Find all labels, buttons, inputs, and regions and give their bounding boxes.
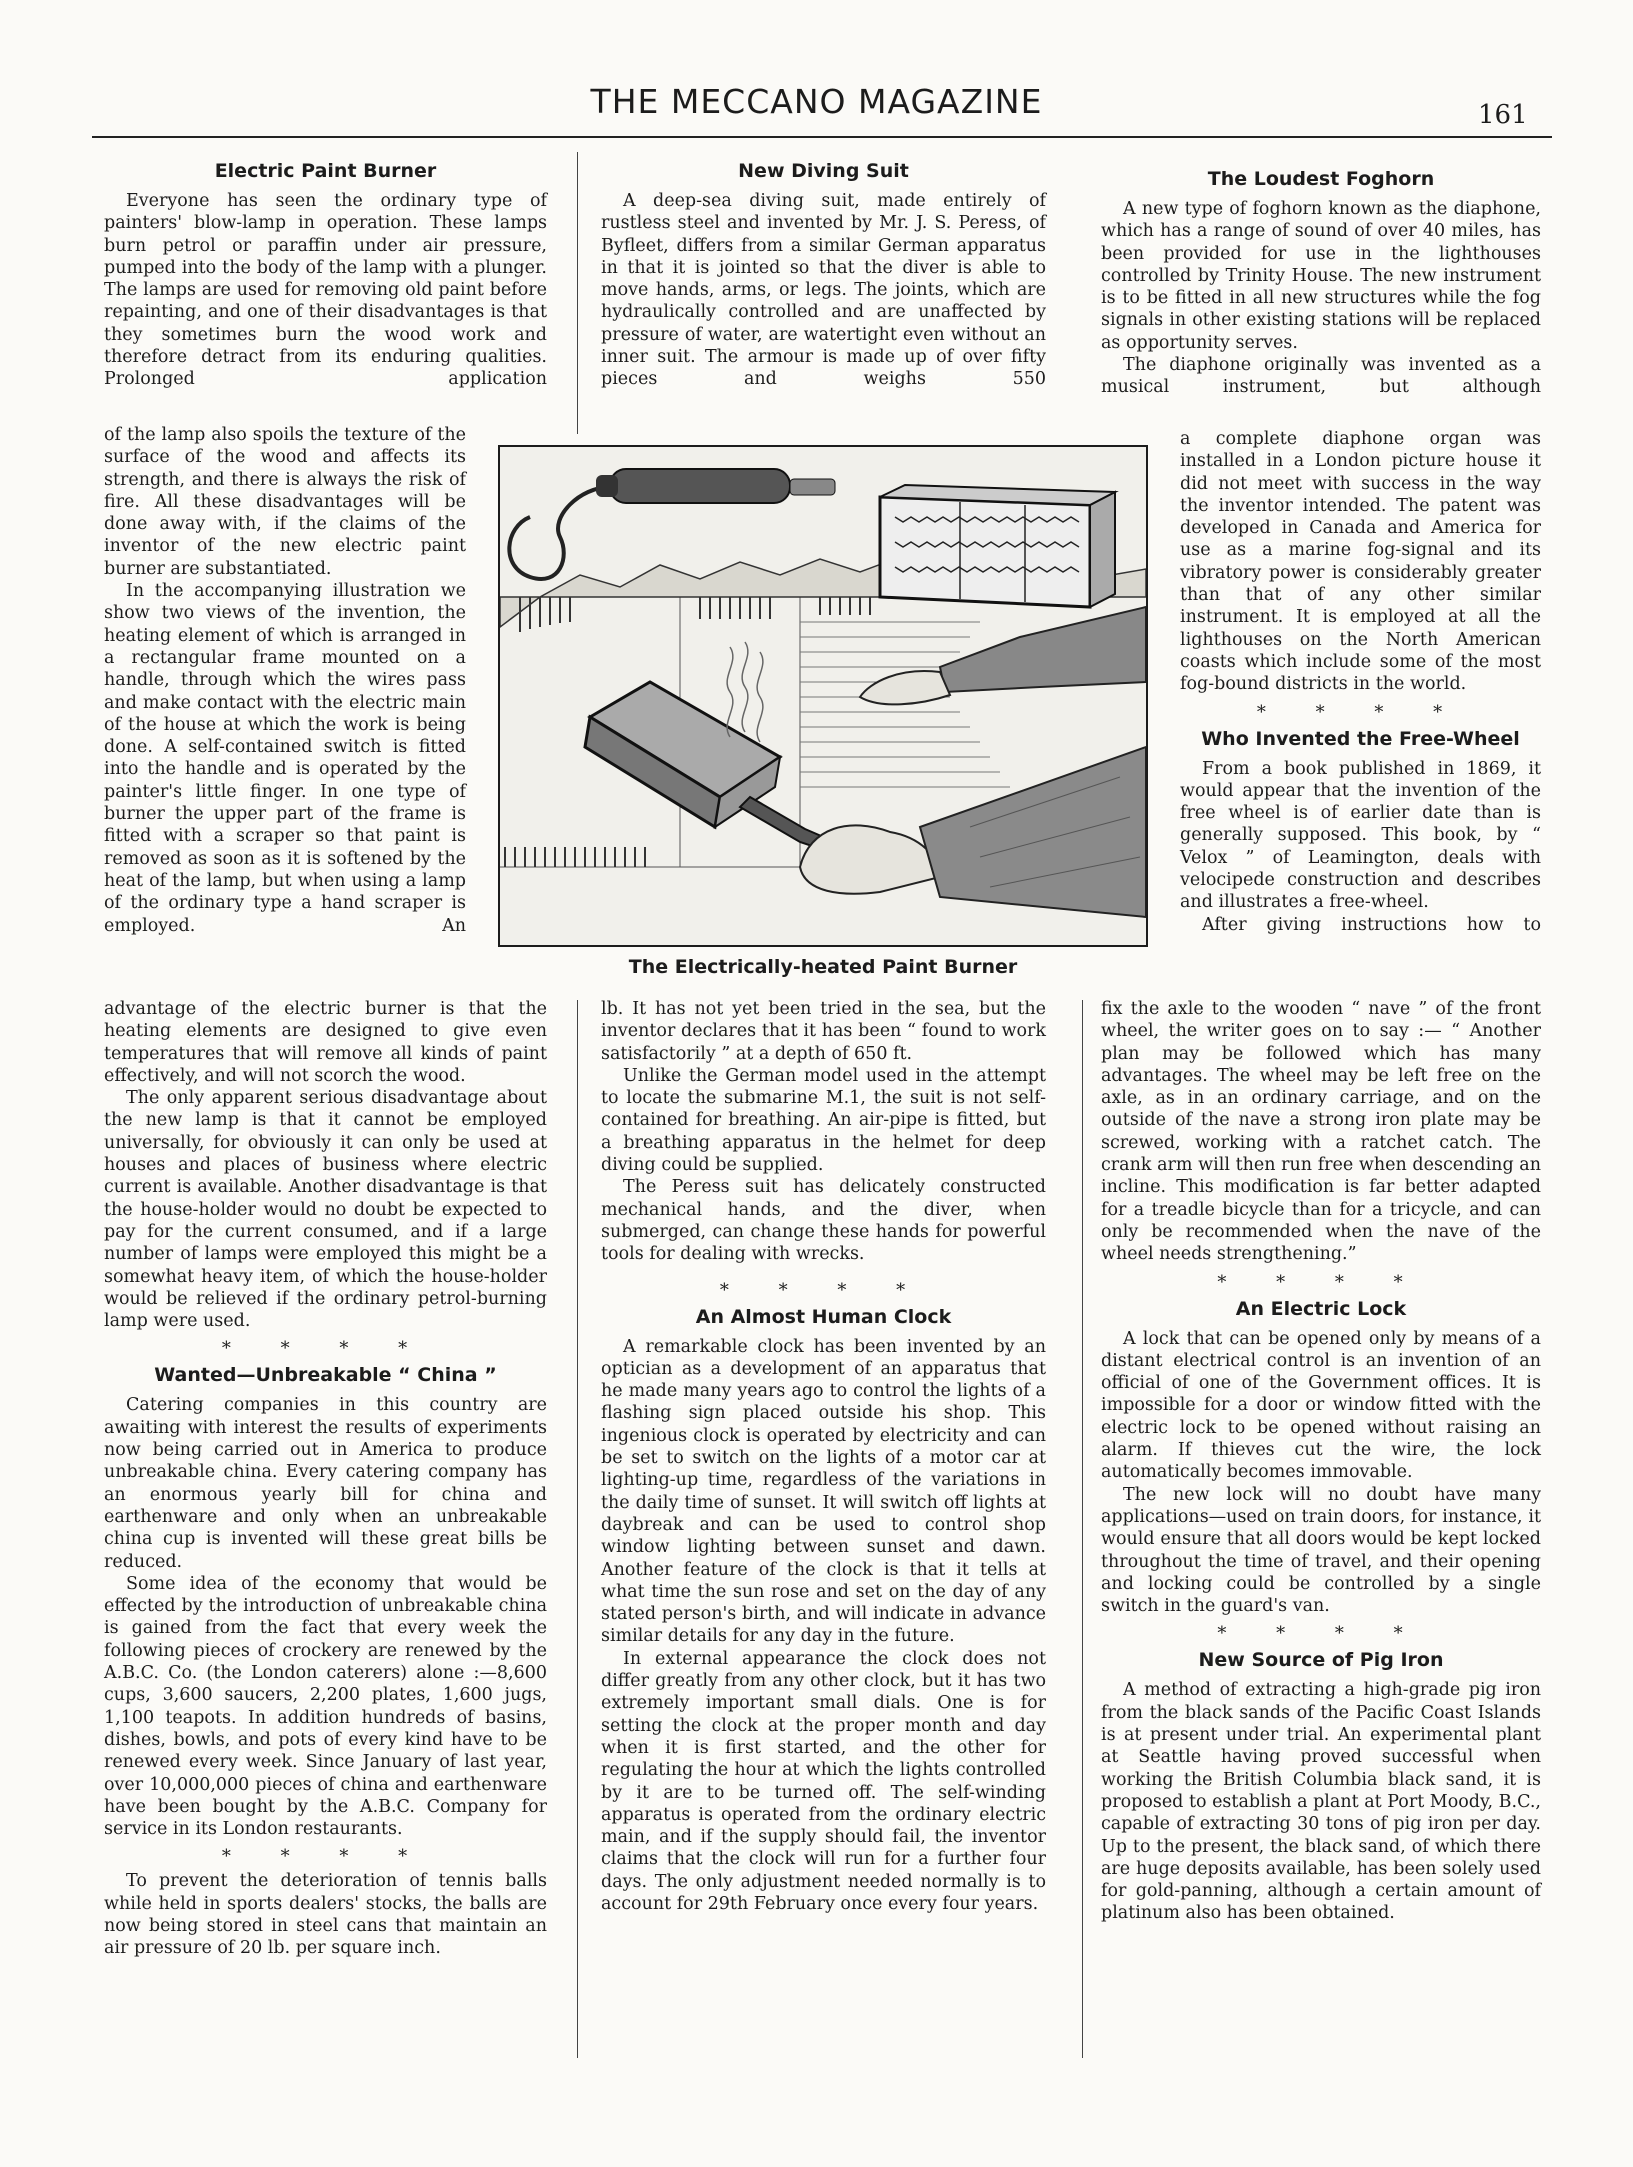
section-separator: * * * * [1256, 701, 1465, 723]
section-separator: * * * * [719, 1279, 928, 1301]
illustration-drawing [500, 447, 1146, 945]
column-3-top [1101, 166, 1541, 399]
paragraph: The Peress suit has delicately constructed mechanical hands, and the diver, when submerged, can change these hands for powerful tools for dealing with wrecks. [601, 1177, 1046, 1265]
paragraph: lb. It has not yet been tried in the sea, but the inventor declares that it has been “ found to work satisfactorily ” at a depth of 650 ft. [601, 999, 1046, 1064]
paragraph: Everyone has seen the ordinary type of painters' blow-lamp in operation. These lamps burn petrol or paraffin under air pressure, pumped into the body of the lamp with a plunger. The lamps are used for removing old paint before repainting, and one of their disadvantages is that they sometimes burn the wood work and therefore detract from its enduring qualities. Prolonged application [104, 191, 547, 390]
paragraph: A lock that can be opened only by means of a distant electrical control is an invention of an official of one of the Government offices. It is impossible for a door or window fitted with the electric lock to be opened without raising an alarm. If thieves cut the wire, the lock automatically becomes immovable. [1101, 1328, 1541, 1483]
paragraph: The only apparent serious disadvantage about the new lamp is that it cannot be employed universally, for obviously it can only be used at houses and places of business where electric current is available. Another disadvantage is that the house-holder would no doubt be expected to pay for the current consumed, and if a large number of lamps were employed this might be a somewhat heavy item, of which the house-holder would be relieved if the ordinary petrol-burning lamp were used. [104, 1088, 547, 1332]
paragraph: Unlike the German model used in the attempt to locate the submarine M.1, the suit is not self-contained for breathing. An air-pipe is fitted, but a breathing apparatus in the helmet for deep diving could be supplied. [601, 1065, 1046, 1176]
column-3-narrow [1180, 428, 1541, 936]
section-separator: * * * * [1217, 1271, 1425, 1293]
header-rule [92, 136, 1552, 138]
figure-caption: The Electrically-heated Paint Burner [628, 956, 1018, 978]
column-divider-left [577, 152, 578, 434]
headline-unbreakable-china: Wanted—Unbreakable “ China ” [154, 1364, 497, 1387]
headline-loudest-foghorn: The Loudest Foghorn [1207, 168, 1435, 190]
page-number: 161 [1478, 100, 1528, 130]
column-1-lower [104, 998, 547, 1960]
column-3-lower [1101, 998, 1541, 1925]
section-separator: * * * * [1217, 1623, 1425, 1645]
paragraph: advantage of the electric burner is that the heating elements are designed to give even temperatures that will remove all kinds of paint effectively, and will not scorch the wood. [104, 999, 547, 1086]
paragraph: A new type of foghorn known as the diaphone, which has a range of sound of over 40 miles, has been provided for use in the lighthouses controlled by Trinity House. The new instrument is to be fitted in all new structures while the fog signals in other existing stations will be replaced as opportunity serves. [1101, 199, 1541, 353]
headline-new-diving-suit: New Diving Suit [738, 160, 909, 182]
headline-electric-lock: An Electric Lock [1235, 1297, 1407, 1320]
paragraph: The new lock will no doubt have many applications—used on train doors, for instance, it would ensure that all doors would be kept locked throughout the time of travel, and their opening and locking could be controlled by a single switch in the guard's van. [1101, 1484, 1541, 1617]
paint-burner-illustration [498, 445, 1148, 947]
paragraph: A remarkable clock has been invented by an optician as a development of an apparatus that he made many years ago to control the lights of a flashing sign placed outside his shop. This ingenious clock is operated by electricity and can be set to switch on the lights of a motor car at lighting-up time, regardless of the variations in the daily time of sunset. It will switch off lights at daybreak and can be used to control shop window lighting between sunset and dawn. Another feature of the clock is that it tells at what time the sun rose and set on the day of any stated person's birth, and will indicate in advance similar details for any day in the future. [601, 1336, 1046, 1647]
paragraph: In external appearance the clock does not differ greatly from any other clock, but it has two extremely important small dials. One is for setting the clock at the proper month and day when it is first started, and the other for regulating the hour at which the lights controlled by it are to be turned off. The self-winding apparatus is operated from the ordinary electric main, and if the supply should fail, the inventor claims that the clock will run for a further four days. The only adjustment needed normally is to account for 29th February once every four years. [601, 1648, 1046, 1914]
paragraph: To prevent the deterioration of tennis balls while held in sports dealers' stocks, the balls are now being stored in steel cans that maintain an air pressure of 20 lb. per square inch. [104, 1871, 547, 1959]
masthead-title: THE MECCANO MAGAZINE [590, 82, 1043, 121]
paragraph: A deep-sea diving suit, made entirely of rustless steel and invented by Mr. J. S. Peress, of Byfleet, differs from a similar German apparatus in that it is jointed so that the diver is able to move hands, arms, or legs. The joints, which are hydraulically controlled and are unaffected by pressure of water, are watertight even without an inner suit. The armour is made up of over fifty pieces and weighs 550 [601, 191, 1046, 390]
section-separator: * * * * [221, 1338, 430, 1360]
headline-free-wheel: Who Invented the Free-Wheel [1201, 727, 1520, 750]
paragraph: of the lamp also spoils the texture of the surface of the wood and affects its strength, and there is always the risk of fire. All these disadvantages will be done away with, if the claims of the inventor of the new electric paint burner are substantiated. [104, 425, 466, 579]
paragraph: fix the axle to the wooden “ nave ” of the front wheel, the writer goes on to say :— “ Another plan may be followed which has many advantages. The wheel may be left free on the axle, as in an ordinary carriage, and on the outside of the nave a strong iron plate may be screwed, working with a ratchet catch. The crank arm will then run free when descending an incline. This modification is far better adapted for a treadle bicycle than for a tricycle, and can only be recommended when the nave of the wheel needs strengthening.” [1101, 999, 1541, 1265]
paragraph: After giving instructions how to [1202, 914, 1541, 935]
headline-electric-paint-burner: Electric Paint Burner [214, 160, 437, 182]
paragraph: Some idea of the economy that would be effected by the introduction of unbreakable china is gained from the fact that every week the following pieces of crockery are renewed by the A.B.C. Co. (the London caterers) alone :—8,600 cups, 3,600 saucers, 2,200 plates, 1,600 jugs, 1,100 teapots. In addition hundreds of basins, dishes, bowls, and pots of every kind have to be renewed every week. Since January of last year, over 10,000,000 pieces of china and earthenware have been bought by the A.B.C. Company for service in its London restaurants. [104, 1573, 547, 1840]
headline-pig-iron: New Source of Pig Iron [1198, 1649, 1444, 1672]
headline-almost-human-clock: An Almost Human Clock [695, 1305, 952, 1328]
column-divider-right [1082, 1000, 1083, 2058]
paragraph: Catering companies in this country are awaiting with interest the results of experiments now being carried out in America to produce unbreakable china. Every catering company has an enormous yearly bill for china and earthenware and only when an unbreakable china cup is invented will these great bills be reduced. [104, 1395, 547, 1572]
paragraph: A method of extracting a high-grade pig iron from the black sands of the Pacific Coast Islands is at present under trial. An experimental plant at Seattle having proved successful when working the British Columbia black sand, it is proposed to establish a plant at Port Moody, B.C., capable of extracting 30 tons of pig iron per day. Up to the present, the black sand, of which there are huge deposits available, has been solely used for gold-panning, although a certain amount of platinum also has been obtained. [1101, 1680, 1541, 1924]
paragraph: a complete diaphone organ was installed in a London picture house it did not meet with success in the way the inventor intended. The patent was developed in Canada and America for use as a marine fog-signal and its vibratory power is considerably greater than that of any other similar instrument. It is employed at all the lighthouses on the North American coasts which include some of the most fog-bound districts in the world. [1180, 429, 1541, 695]
paragraph: The diaphone originally was invented as a musical instrument, but although [1101, 355, 1541, 398]
paragraph: In the accompanying illustration we show two views of the invention, the heating element of which is arranged in a rectangular frame mounted on a handle, through which the wires pass and make contact with the electric main of the house at which the work is being done. A self-contained switch is fitted into the handle and is operated by the painter's little finger. In one type of burner the upper part of the frame is fitted with a scraper so that paint is removed as soon as it is softened by the heat of the lamp, but when using a lamp of the ordinary type a hand scraper is employed. An [104, 581, 466, 936]
column-1-narrow [104, 424, 466, 937]
paragraph: From a book published in 1869, it would appear that the invention of the free wheel is of earlier date than is generally supposed. This book, by “ Velox ” of Leamington, deals with velocipede construction and describes and illustrates a free-wheel. [1180, 758, 1541, 913]
section-separator: * * * * [221, 1846, 430, 1868]
column-2-top [601, 158, 1046, 391]
column-1-top [104, 158, 547, 391]
column-2-lower [601, 998, 1046, 1915]
column-divider-left-lower [577, 1000, 578, 2058]
